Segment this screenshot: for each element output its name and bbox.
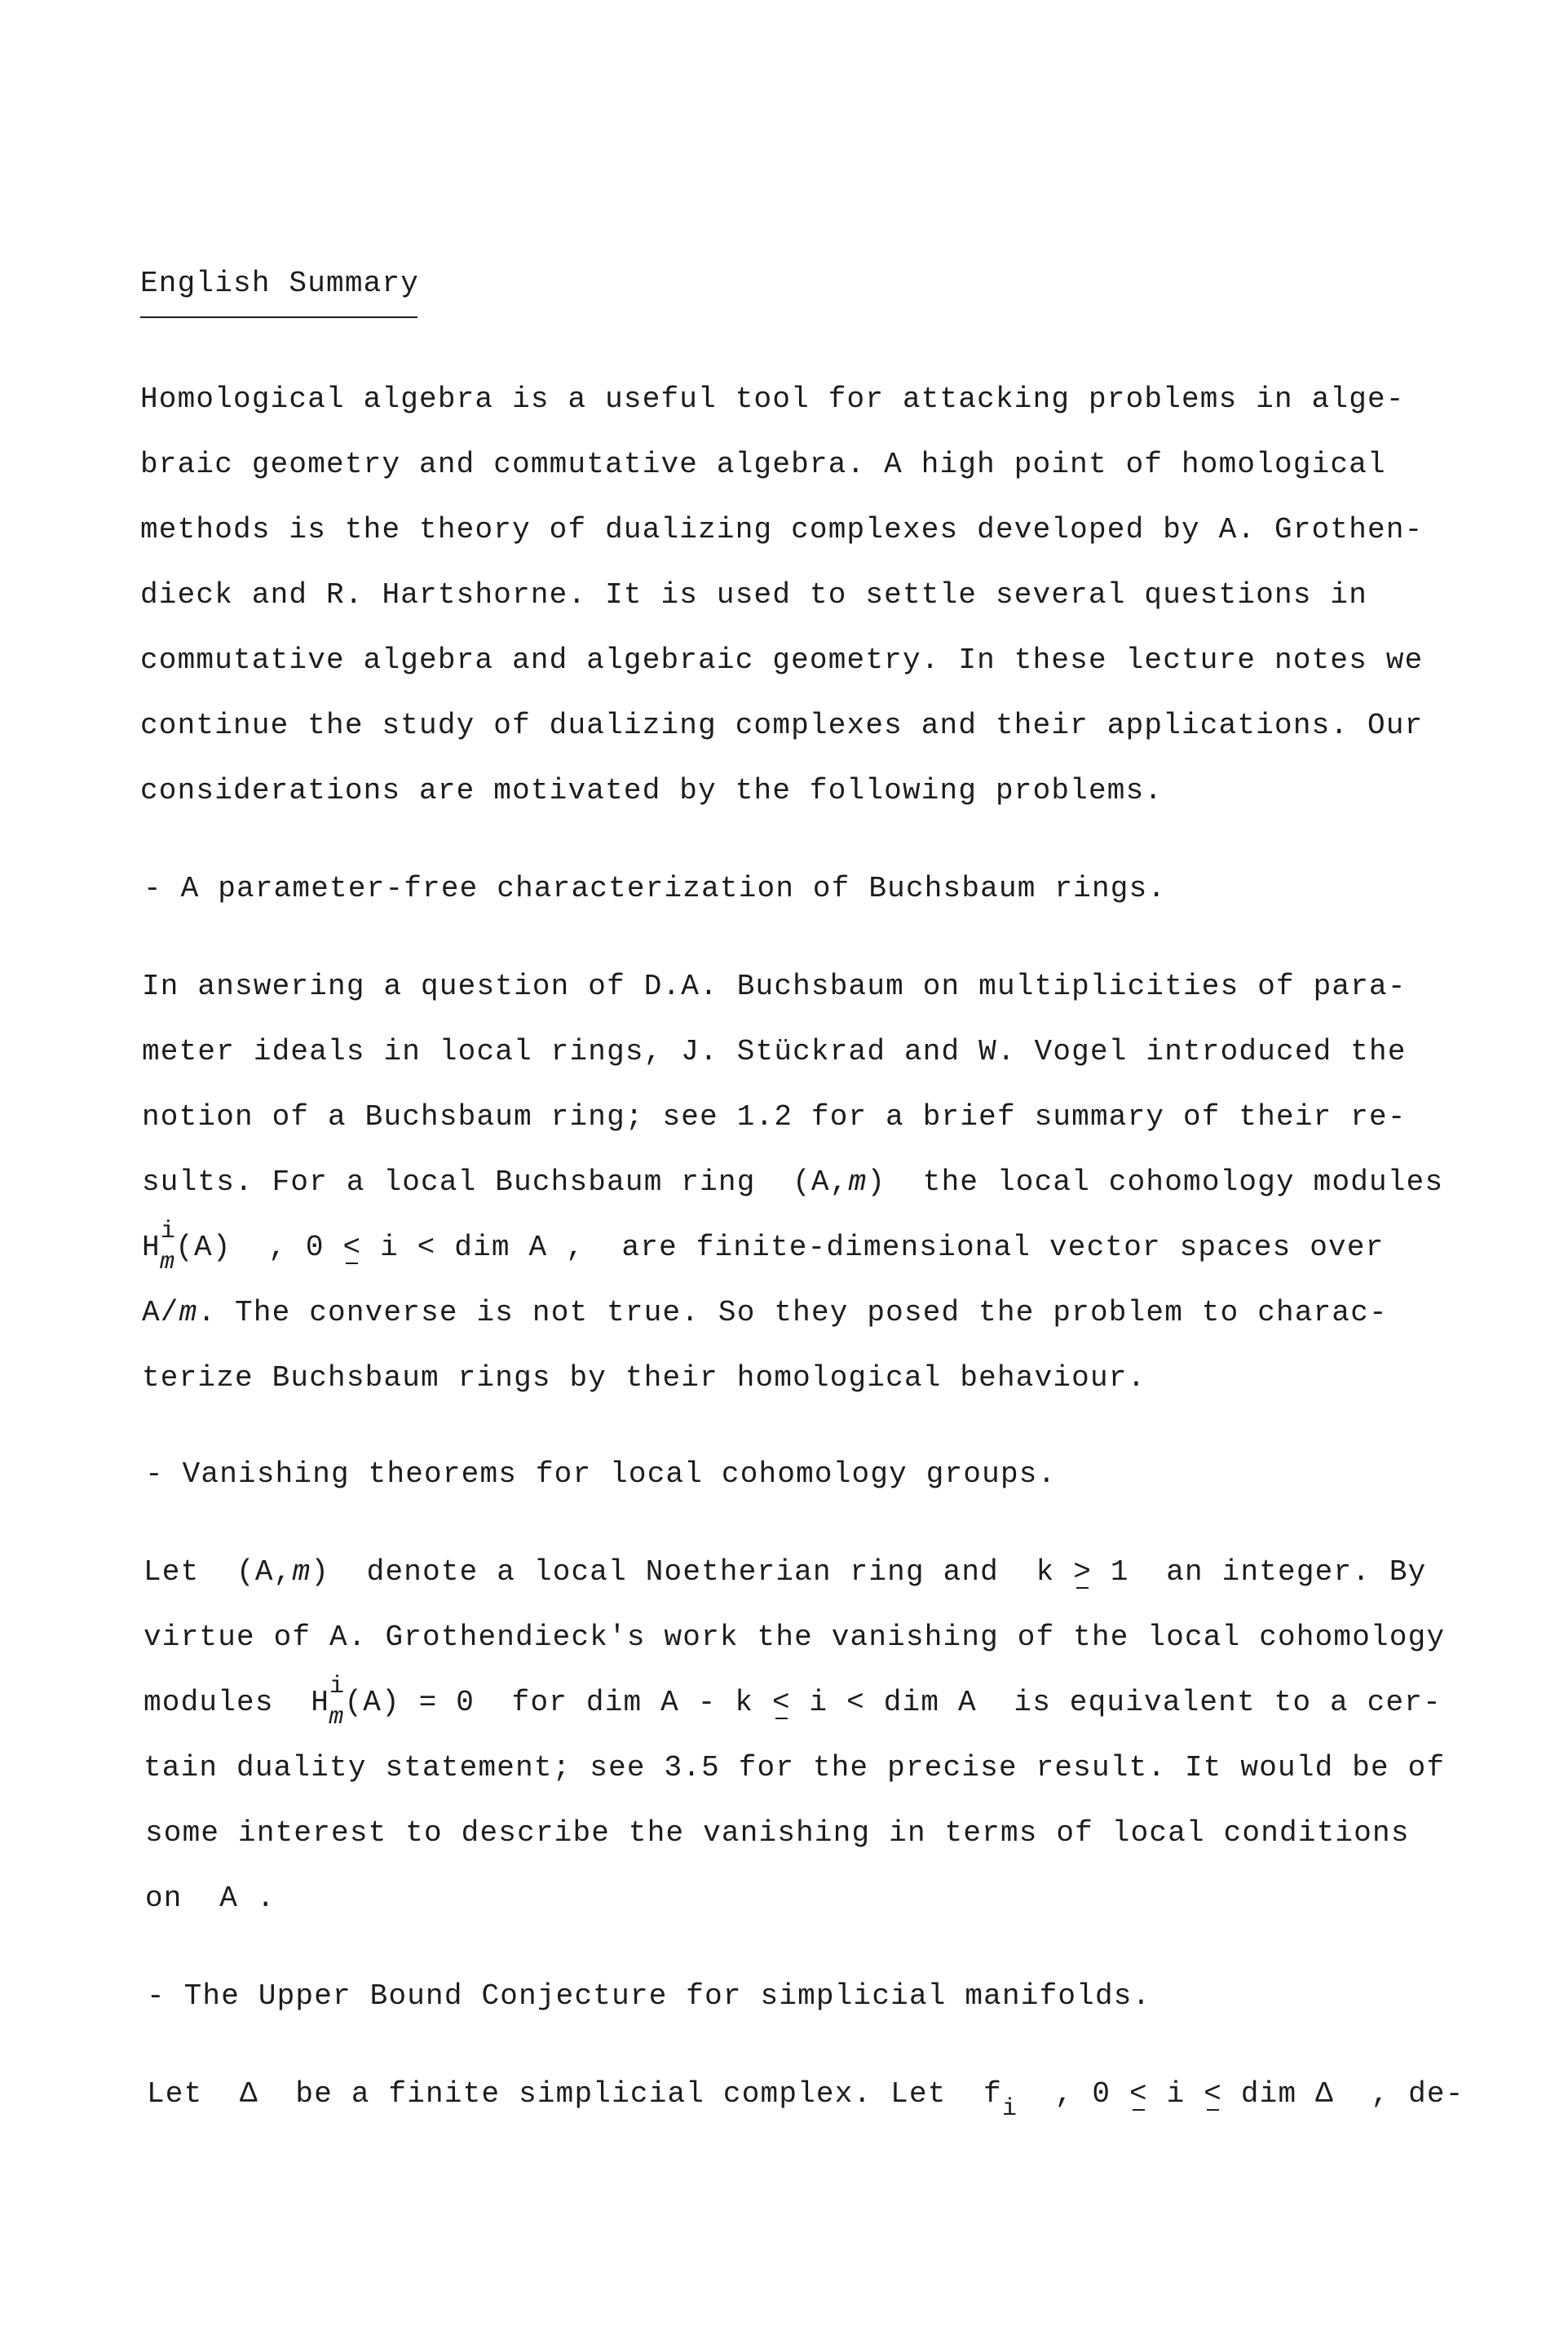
text-segment: i < dim A , are finite-dimensional vector spaces over: [361, 1231, 1385, 1264]
paragraph4-line: [147, 2076, 1464, 2123]
text-segment: modules: [144, 1686, 311, 1719]
paragraph1-line: commutative algebra and algebraic geometry. In these lecture notes we: [140, 643, 1424, 677]
paragraph1-line: considerations are motivated by the following problems.: [140, 774, 1164, 807]
paragraph2-line: [142, 1295, 1388, 1331]
paragraph1-line: dieck and R. Hartshorne. It is used to settle several questions in: [140, 578, 1368, 612]
math-leq-symbol: <: [1129, 2077, 1148, 2111]
math-superscript: i: [160, 1218, 177, 1245]
math-superscript: i: [329, 1673, 346, 1700]
math-subscript: m: [160, 1249, 176, 1276]
paragraph1-line: methods is the theory of dualizing complexes developed by A. Grothen-: [140, 513, 1424, 546]
paragraph2-line: [142, 1165, 1443, 1201]
math-ideal-m: m: [292, 1555, 311, 1589]
problem-item-vanishing: - Vanishing theorems for local cohomology groups.: [145, 1457, 1057, 1491]
paragraph3-line: virtue of A. Grothendieck's work the vanishing of the local cohomology: [144, 1621, 1446, 1654]
math-local-cohomology-H: H: [311, 1686, 330, 1719]
text-segment: Let (A,: [144, 1555, 293, 1589]
paragraph1-line: Homological algebra is a useful tool for attacking problems in alge-: [140, 383, 1405, 416]
paragraph3-line: [144, 1554, 1426, 1590]
paragraph2-line: In answering a question of D.A. Buchsbaum on multiplicities of para-: [142, 970, 1407, 1003]
text-segment: ) the local cohomology modules: [867, 1165, 1444, 1199]
paragraph2-line: [142, 1218, 1385, 1276]
text-segment: A/: [142, 1296, 179, 1329]
math-ideal-m: m: [179, 1296, 198, 1329]
text-segment: (A) , 0: [175, 1231, 343, 1264]
text-segment: . The converse is not true. So they posed the problem to charac-: [197, 1296, 1388, 1329]
math-subscript: m: [329, 1704, 345, 1731]
text-segment: sults. For a local Buchsbaum ring (A,: [142, 1165, 849, 1199]
paragraph1-line: continue the study of dualizing complexes and their applications. Our: [140, 709, 1424, 742]
text-segment: i: [1147, 2077, 1204, 2111]
paragraph3-line: some interest to describe the vanishing in terms of local conditions: [145, 1816, 1410, 1850]
text-segment: Let Δ be a finite simplicial complex. Let f: [147, 2077, 1002, 2111]
heading-underline: [140, 316, 417, 318]
math-local-cohomology-H: H: [142, 1231, 161, 1264]
math-leq-symbol: <: [342, 1231, 362, 1264]
math-leq-symbol: <: [771, 1686, 791, 1719]
paragraph2-line: terize Buchsbaum rings by their homological behaviour.: [142, 1361, 1146, 1395]
text-segment: dim Δ , de-: [1222, 2077, 1464, 2111]
math-leq-symbol: <: [1204, 2077, 1223, 2111]
math-ideal-m: m: [848, 1165, 868, 1199]
section-heading: English Summary: [140, 267, 420, 300]
paragraph2-line: notion of a Buchsbaum ring; see 1.2 for a brief summary of their re-: [142, 1100, 1407, 1134]
text-segment: ) denote a local Noetherian ring and k: [311, 1555, 1074, 1589]
paragraph3-line: on A .: [145, 1882, 276, 1915]
paragraph2-line: meter ideals in local rings, J. Stückrad and W. Vogel introduced the: [142, 1035, 1407, 1068]
text-segment: 1 an integer. By: [1092, 1555, 1427, 1589]
paragraph3-line: [144, 1673, 1442, 1731]
paragraph3-line: tain duality statement; see 3.5 for the precise result. It would be of: [144, 1751, 1446, 1784]
text-segment: i < dim A is equivalent to a cer-: [790, 1686, 1442, 1719]
text-segment: (A) = 0 for dim A - k: [344, 1686, 772, 1719]
math-geq-symbol: >: [1073, 1555, 1093, 1589]
problem-item-upper-bound: - The Upper Bound Conjecture for simplicial manifolds.: [147, 1979, 1151, 2013]
math-subscript: i: [1001, 2095, 1018, 2123]
paragraph1-line: braic geometry and commutative algebra. A high point of homological: [140, 448, 1386, 481]
problem-item-buchsbaum: - A parameter-free characterization of Buchsbaum rings.: [144, 872, 1167, 905]
text-segment: , 0: [1018, 2077, 1129, 2111]
